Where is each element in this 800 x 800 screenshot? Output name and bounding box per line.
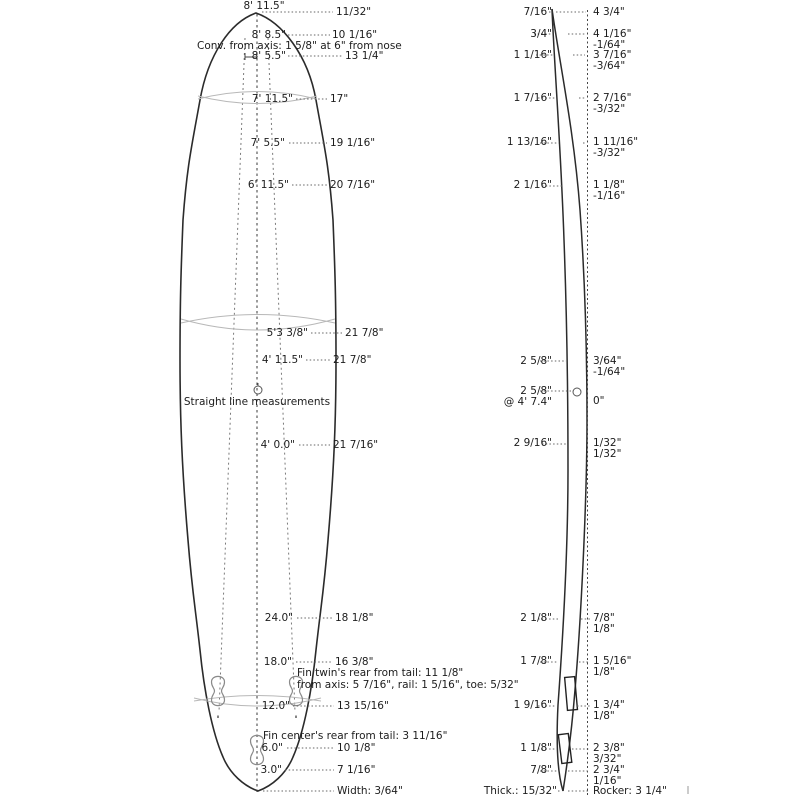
station-width-label: 19 1/16" (330, 137, 376, 149)
plan-balance-marker (254, 386, 262, 394)
contour-widepoint (181, 315, 335, 331)
rocker-label: 3/64" (593, 355, 622, 367)
fin-center-note: Fin center's rear from tail: 3 11/16" (263, 730, 448, 742)
station-pos-label: 4' 0.0" (260, 439, 295, 451)
thickness-label: 1 9/16" (513, 699, 552, 711)
rocker-label: 7/8" (593, 612, 615, 624)
tail-width-label: Width: 3/64" (337, 785, 403, 797)
station-width-label: 10 1/8" (337, 742, 376, 754)
apex-rocker-label: 0" (593, 395, 605, 407)
thickness-label: 3/4" (530, 28, 552, 40)
straight-line-note: Straight line measurements (183, 396, 331, 408)
fin-twin-note-line1: Fin twin's rear from tail: 11 1/8" (297, 667, 464, 679)
rocker-label: 3 7/16" (593, 49, 632, 61)
rocker-offset-label: -3/32" (593, 147, 626, 159)
thickness-label: 1 13/16" (506, 136, 552, 148)
tail-rocker-label: Rocker: 3 1/4" (593, 785, 667, 797)
station-pos-label: 8' 5.5" (251, 50, 286, 62)
rocker-offset-label: -1/64" (593, 366, 626, 378)
rocker-offset-label: 1/32" (593, 448, 622, 460)
rocker-label: 4 1/16" (593, 28, 632, 40)
rocker-offset-label: 3/32" (593, 753, 622, 765)
nose-width-label: 11/32" (336, 6, 372, 18)
profile-bottom-line (552, 9, 587, 791)
thickness-label: 1 1/16" (513, 49, 552, 61)
profile-leader-dots-right (556, 12, 590, 791)
thickness-label: 2 9/16" (513, 437, 552, 449)
thickness-label: 2 1/16" (513, 179, 552, 191)
rocker-label: 2 3/8" (593, 742, 625, 754)
board-length-label: 8' 11.5" (243, 0, 285, 12)
apex-thickness-label: 2 5/8" (520, 385, 552, 397)
rocker-label: 2 3/4" (593, 764, 625, 776)
thickness-label: 2 5/8" (520, 355, 552, 367)
fin-box-twin-left (212, 676, 225, 705)
fin-guide-line-left (219, 38, 245, 712)
profile-apex-marker (573, 388, 581, 396)
station-pos-label: 6' 11.5" (247, 179, 289, 191)
rocker-label: 1 11/16" (593, 136, 639, 148)
station-width-label: 20 7/16" (330, 179, 376, 191)
station-pos-label: 24.0" (264, 612, 293, 624)
thickness-label: 1 7/8" (520, 655, 552, 667)
thickness-label: 7/8" (530, 764, 552, 776)
rocker-offset-label: 1/8" (593, 623, 615, 635)
convergence-note: Conv. from axis: 1 5/8" at 6" from nose (197, 40, 402, 52)
station-pos-label: 3.0" (260, 764, 282, 776)
thickness-label: 1 1/8" (520, 742, 552, 754)
thickness-label: 7/16" (523, 6, 552, 18)
thickness-label: 1 7/16" (513, 92, 552, 104)
fin-twin-note-line2: from axis: 5 7/16", rail: 1 5/16", toe: 5/32" (297, 679, 519, 691)
rocker-label: 2 7/16" (593, 92, 632, 104)
thickness-label: 2 1/8" (520, 612, 552, 624)
tail-thickness-label: Thick.: 15/32" (483, 785, 557, 797)
station-width-label: 7 1/16" (337, 764, 376, 776)
station-width-label: 13 15/16" (337, 700, 389, 712)
station-pos-label: 4' 11.5" (261, 354, 303, 366)
station-pos-label: 18.0" (263, 656, 292, 668)
station-width-label: 18 1/8" (335, 612, 374, 624)
station-pos-label: 7' 11.5" (251, 93, 293, 105)
rocker-label: 1 5/16" (593, 655, 632, 667)
profile-deck-line (552, 9, 568, 791)
station-width-label: 21 7/8" (345, 327, 384, 339)
station-pos-label: 6.0" (261, 742, 283, 754)
rocker-offset-label: -3/64" (593, 60, 626, 72)
station-pos-label: 7' 5.5" (250, 137, 285, 149)
rocker-offset-label: 1/16" (593, 775, 622, 787)
station-pos-label: 5'3 3/8" (266, 327, 308, 339)
rocker-offset-label: 1/8" (593, 710, 615, 722)
rocker-label: 1/32" (593, 437, 622, 449)
rocker-offset-label: -1/64" (593, 39, 626, 51)
station-pos-label: 12.0" (261, 700, 290, 712)
station-width-label: 17" (330, 93, 349, 105)
fin-guide-end-ticks (218, 716, 296, 719)
rocker-label: 1 3/4" (593, 699, 625, 711)
station-width-label: 21 7/16" (333, 439, 379, 451)
rocker-offset-label: -1/16" (593, 190, 626, 202)
station-width-label: 21 7/8" (333, 354, 372, 366)
profile-fin-box-twin (565, 677, 578, 711)
rocker-offset-label: 1/8" (593, 666, 615, 678)
station-width-label: 13 1/4" (345, 50, 384, 62)
rocker-label: 4 3/4" (593, 6, 625, 18)
station-pos-label: 8' 8.5" (251, 29, 286, 41)
rocker-offset-label: -3/32" (593, 103, 626, 115)
station-width-label: 10 1/16" (332, 29, 378, 41)
rocker-label: 1 1/8" (593, 179, 625, 191)
station-width-label: 16 3/8" (335, 656, 374, 668)
apex-position-label: @ 4' 7.4" (503, 396, 552, 408)
